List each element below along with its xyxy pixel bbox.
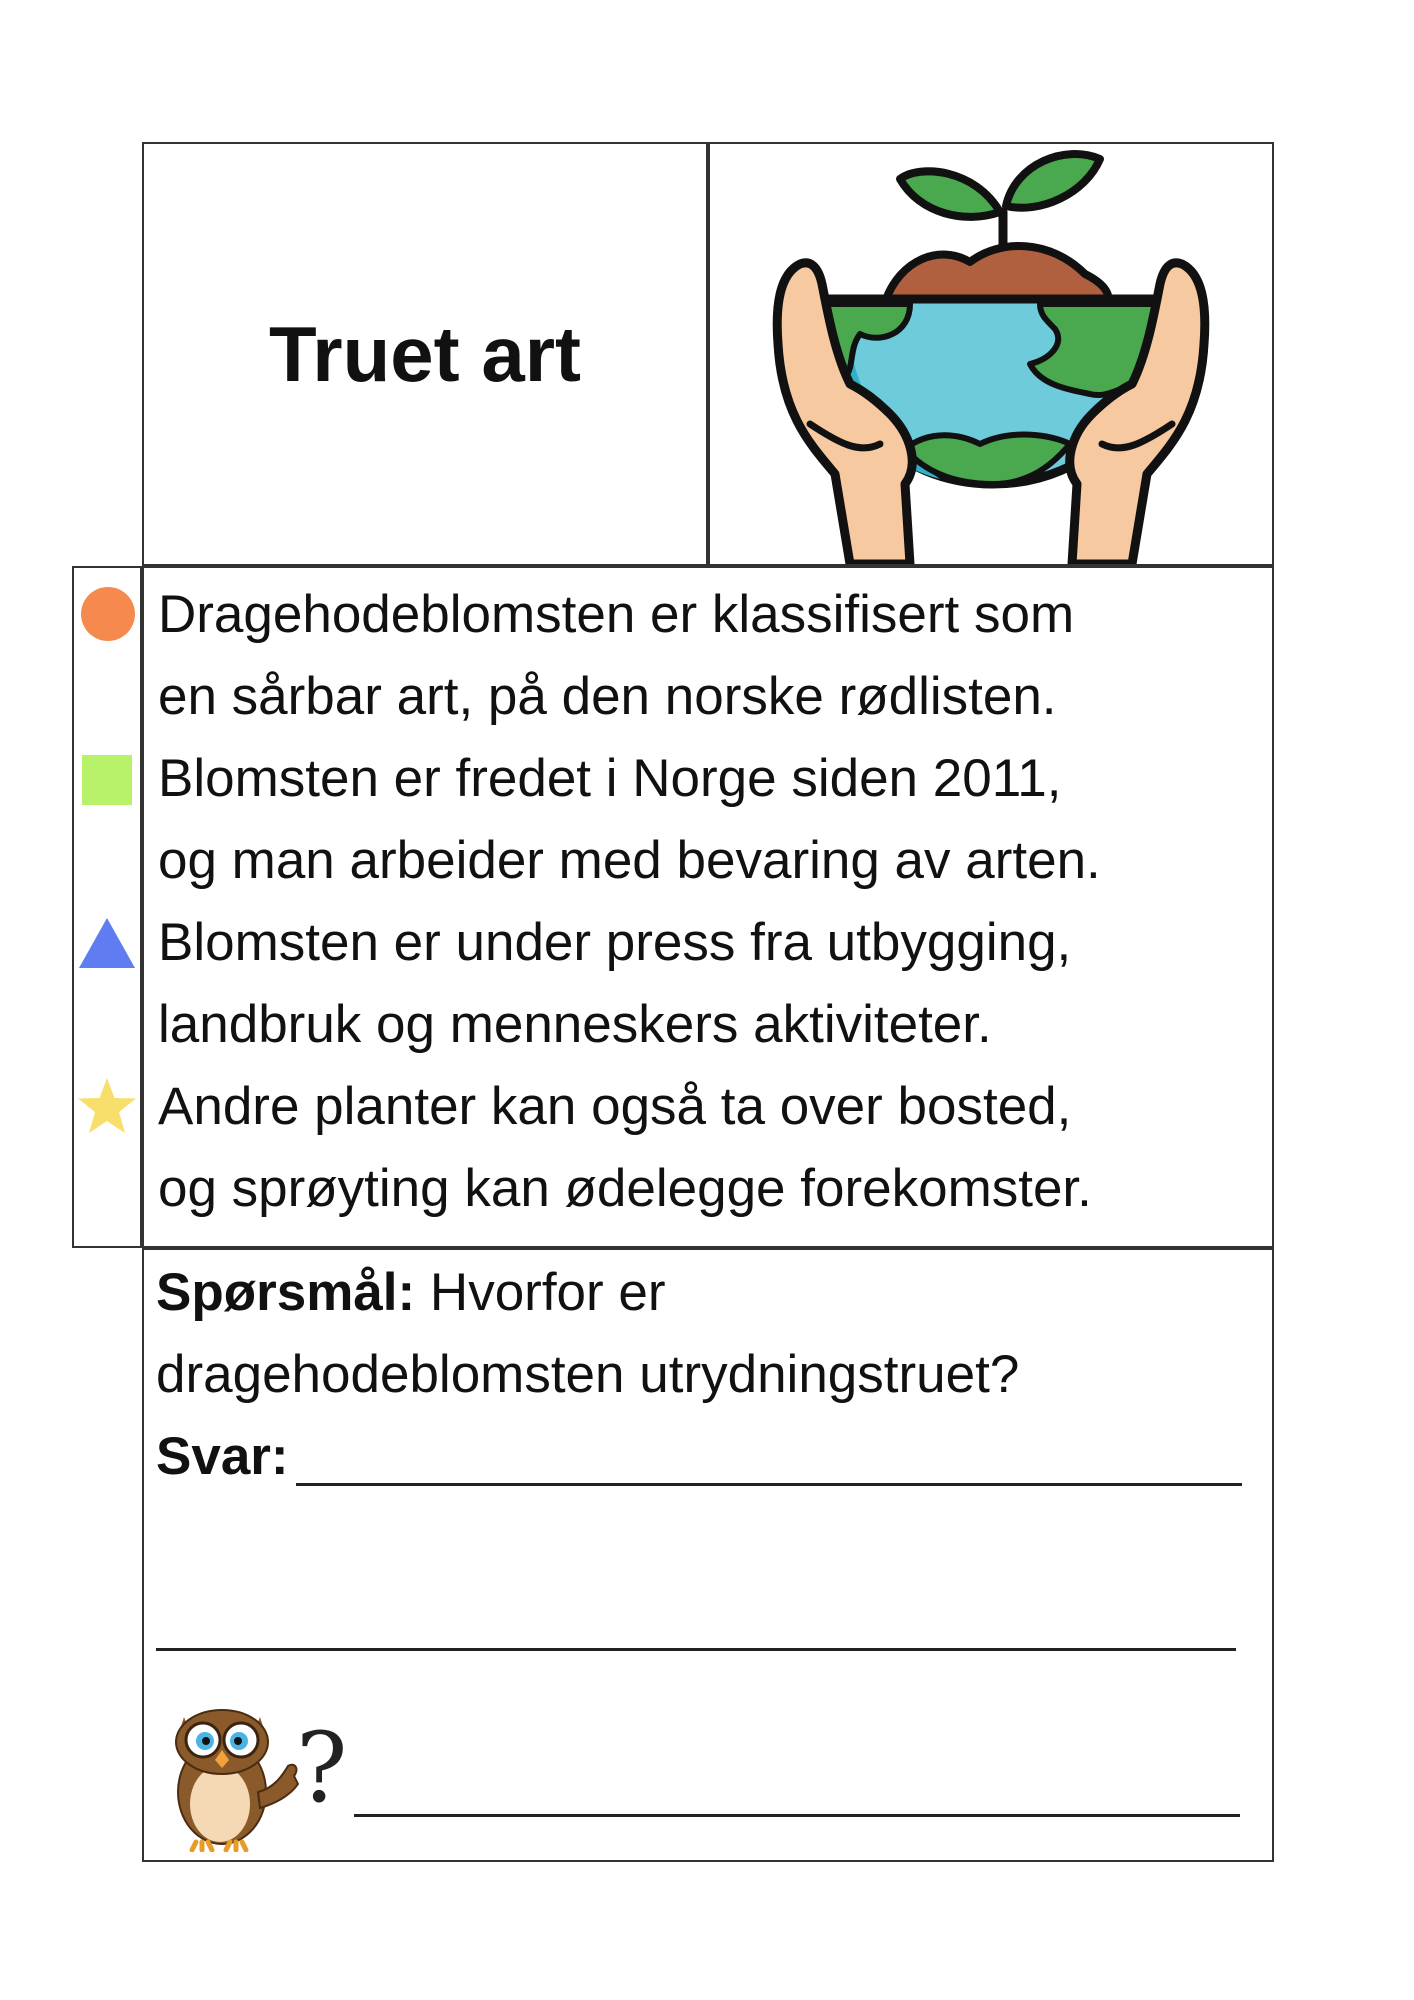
- symbol-column: [72, 566, 142, 1248]
- blue-triangle-icon: [77, 916, 137, 970]
- green-square-icon: [80, 753, 134, 807]
- text-line: Blomsten er fredet i Norge siden 2011,: [158, 749, 1062, 808]
- question-text-part1: Hvorfor er: [415, 1263, 666, 1322]
- question-text-part2: dragehodeblomsten utrydningstruet?: [156, 1345, 1020, 1404]
- text-line: en sårbar art, på den norske rødlisten.: [158, 667, 1057, 726]
- answer-line[interactable]: [296, 1483, 1242, 1486]
- earth-in-hands-with-sprout-icon: [710, 144, 1272, 564]
- question-line: [156, 1262, 666, 1324]
- text-cell: [142, 566, 1274, 1248]
- answer-line[interactable]: [354, 1814, 1240, 1817]
- text-line: og sprøyting kan ødelegge forekomster.: [158, 1159, 1092, 1218]
- question-label: Spørsmål:: [156, 1263, 416, 1322]
- text-line: Blomsten er under press fra utbygging,: [158, 913, 1072, 972]
- text-line: Andre planter kan også ta over bosted,: [158, 1077, 1072, 1136]
- answer-line[interactable]: [156, 1648, 1236, 1651]
- text-line: landbruk og menneskers aktiviteter.: [158, 995, 992, 1054]
- answer-label-line: [156, 1426, 289, 1488]
- question-mark: ?: [296, 1712, 348, 1824]
- owl-pointing-icon: [162, 1692, 302, 1852]
- title-cell: [142, 142, 708, 566]
- image-cell: [708, 142, 1274, 566]
- yellow-star-icon: [76, 1076, 138, 1136]
- orange-circle-icon: [79, 585, 137, 643]
- page-title: Truet art: [268, 309, 582, 398]
- text-line: og man arbeider med bevaring av arten.: [158, 831, 1101, 890]
- answer-label: Svar:: [156, 1427, 289, 1486]
- text-line: Dragehodeblomsten er klassifisert som: [158, 585, 1075, 644]
- question-cell: [142, 1248, 1274, 1862]
